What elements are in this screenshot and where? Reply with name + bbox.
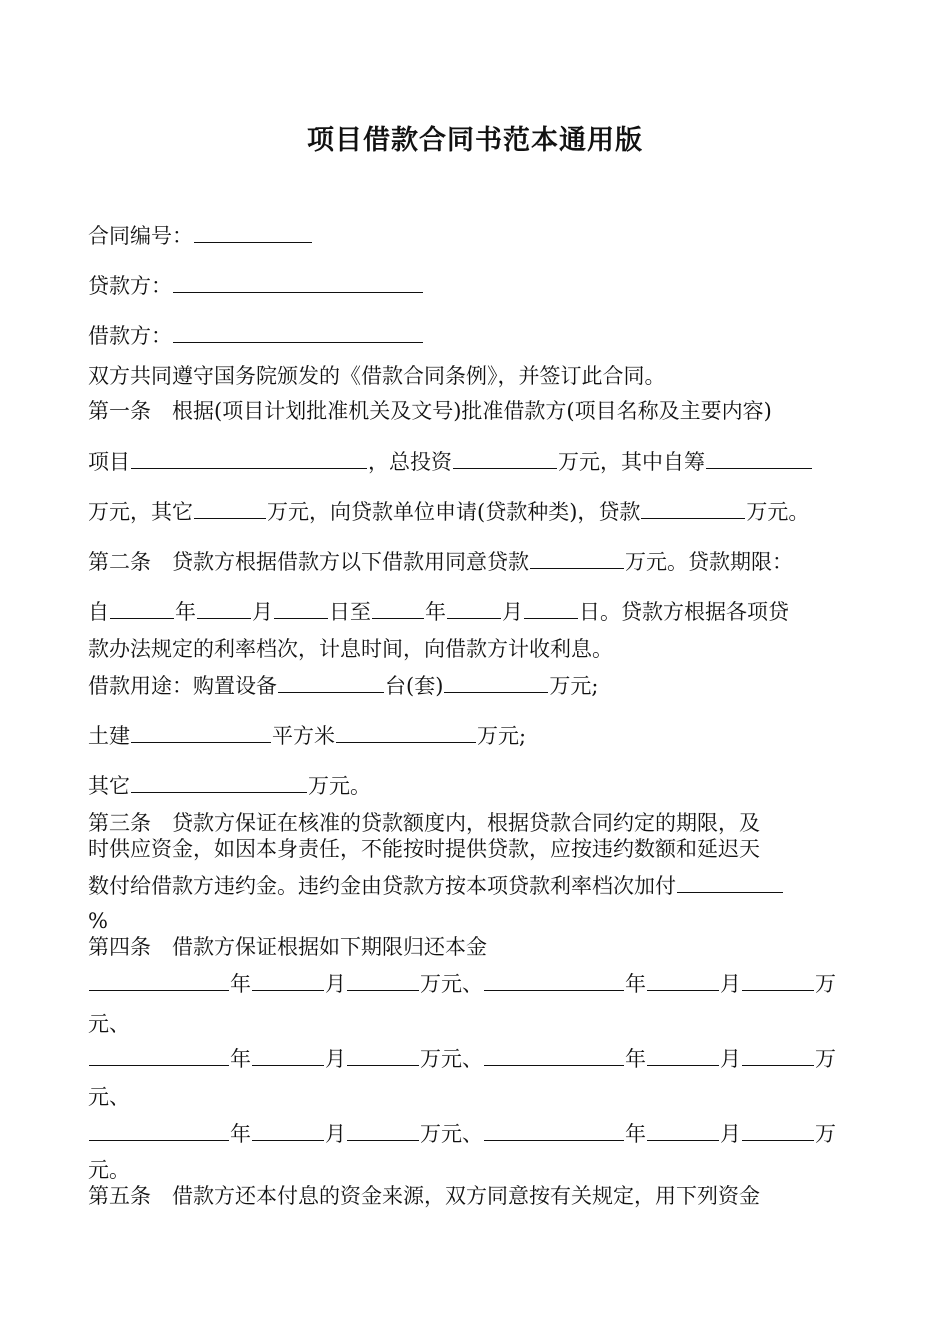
article-4-line-1: 第四条 借款方保证根据如下期限归还本金 <box>88 935 487 959</box>
agreed-loan-blank[interactable] <box>530 548 624 569</box>
article-3-line-1: 第三条 贷款方保证在核准的贷款额度内，根据贷款合同约定的期限，及 <box>88 811 760 835</box>
borrower-line: 借款方： <box>88 322 424 349</box>
repay-month-blank[interactable] <box>252 1120 324 1141</box>
article-2-line-3: 款办法规定的利率档次，计息时间，向借款方计收利息。 <box>88 637 613 661</box>
repayment-row-2: 年 月 万元、 年 月 万 <box>88 1045 836 1072</box>
repay-amount-blank[interactable] <box>347 970 419 991</box>
repayment-row-2-tail: 元、 <box>88 1085 130 1109</box>
document-title: 项目借款合同书范本通用版 <box>307 125 643 156</box>
repayment-row-1: 年 月 万元、 年 月 万 <box>88 970 836 997</box>
end-month-blank[interactable] <box>447 598 501 619</box>
repay-year-blank[interactable] <box>484 1045 624 1066</box>
repayment-row-3-tail: 元。 <box>88 1158 130 1182</box>
article-2-line-4: 借款用途：购置设备 台(套) 万元; <box>88 674 599 698</box>
repay-amount-blank[interactable] <box>742 1045 814 1066</box>
start-year-blank[interactable] <box>110 598 174 619</box>
article-2-line-1: 第二条 贷款方根据借款方以下借款用同意贷款 万元。贷款期限： <box>88 550 793 574</box>
repay-year-blank[interactable] <box>89 1045 229 1066</box>
start-day-blank[interactable] <box>274 598 328 619</box>
article-3-line-4: % <box>88 909 108 933</box>
repay-amount-blank[interactable] <box>347 1120 419 1141</box>
article-2-line-5: 土建 平方米 万元; <box>88 724 527 748</box>
end-year-blank[interactable] <box>372 598 424 619</box>
article-2-line-2: 自 年 月 日至 年 月 日。贷款方根据各项贷 <box>88 600 789 624</box>
construction-cost-blank[interactable] <box>336 722 476 743</box>
article-2-line-6: 其它 万元。 <box>88 774 371 798</box>
penalty-rate-blank[interactable] <box>677 872 783 893</box>
contract-number-blank[interactable] <box>194 222 312 243</box>
repay-amount-blank[interactable] <box>347 1045 419 1066</box>
repay-year-blank[interactable] <box>484 970 624 991</box>
equipment-units-blank[interactable] <box>278 672 384 693</box>
article-1-line-3: 万元，其它 万元，向贷款单位申请(贷款种类)，贷款 万元。 <box>88 500 810 524</box>
other-cost-blank[interactable] <box>131 772 307 793</box>
article-1-line-1: 第一条 根据(项目计划批准机关及文号)批准借款方(项目名称及主要内容) <box>88 399 772 423</box>
construction-area-blank[interactable] <box>131 722 271 743</box>
start-month-blank[interactable] <box>197 598 251 619</box>
repay-year-blank[interactable] <box>89 970 229 991</box>
intro-line: 双方共同遵守国务院颁发的《借款合同条例》，并签订此合同。 <box>88 364 666 388</box>
end-day-blank[interactable] <box>524 598 578 619</box>
total-investment-blank[interactable] <box>453 448 557 469</box>
repay-year-blank[interactable] <box>89 1120 229 1141</box>
repay-month-blank[interactable] <box>647 1120 719 1141</box>
article-3-line-2: 时供应资金，如因本身责任，不能按时提供贷款，应按违约数额和延迟天 <box>88 837 760 861</box>
lender-line: 贷款方： <box>88 272 424 299</box>
other-funds-blank[interactable] <box>194 498 266 519</box>
repay-amount-blank[interactable] <box>742 970 814 991</box>
repay-month-blank[interactable] <box>647 970 719 991</box>
article-5-line-1: 第五条 借款方还本付息的资金来源，双方同意按有关规定，用下列资金 <box>88 1184 760 1208</box>
repay-month-blank[interactable] <box>252 1045 324 1066</box>
loan-amount-blank[interactable] <box>641 498 745 519</box>
equipment-cost-blank[interactable] <box>444 672 548 693</box>
self-funded-blank[interactable] <box>706 448 812 469</box>
lender-blank[interactable] <box>173 272 423 293</box>
repay-month-blank[interactable] <box>252 970 324 991</box>
borrower-blank[interactable] <box>173 322 423 343</box>
repay-month-blank[interactable] <box>647 1045 719 1066</box>
repay-year-blank[interactable] <box>484 1120 624 1141</box>
contract-number-line: 合同编号： <box>88 222 313 249</box>
article-1-line-2: 项目 ，总投资 万元，其中自筹 <box>88 448 873 475</box>
project-name-blank[interactable] <box>131 448 367 469</box>
repayment-row-3: 年 月 万元、 年 月 万 <box>88 1120 836 1147</box>
repay-amount-blank[interactable] <box>742 1120 814 1141</box>
repayment-row-1-tail: 元、 <box>88 1012 130 1036</box>
article-3-line-3: 数付给借款方违约金。违约金由贷款方按本项贷款利率档次加付 <box>88 872 784 899</box>
